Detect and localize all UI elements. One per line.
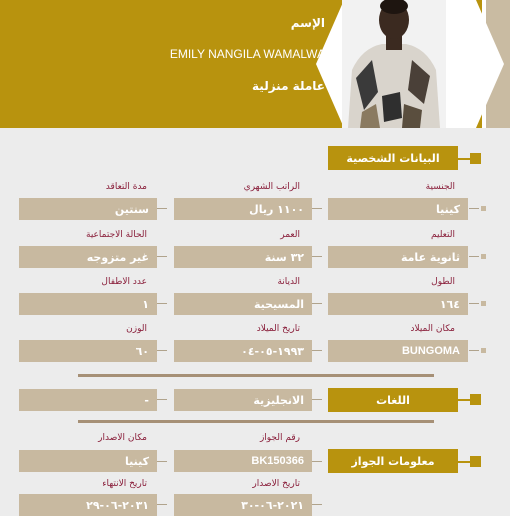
section-languages: اللغات bbox=[328, 388, 458, 412]
marital-field: غير متزوجه bbox=[19, 246, 157, 268]
section-connector bbox=[458, 461, 472, 463]
nationality-label: الجنسية bbox=[425, 182, 455, 192]
weight-label: الوزن bbox=[126, 324, 147, 334]
section-divider bbox=[78, 374, 434, 377]
field-tick bbox=[312, 461, 322, 462]
dob-field: ١٩٩٣-٠٥-٠٤ bbox=[174, 340, 312, 362]
nationality-field: كينيا bbox=[328, 198, 468, 220]
age-label: العمر bbox=[280, 230, 300, 240]
education-field: ثانوية عامة bbox=[328, 246, 468, 268]
language-other-field: - bbox=[19, 389, 157, 411]
field-tick bbox=[312, 350, 322, 351]
field-tick bbox=[312, 208, 322, 209]
contract-field: سنتين bbox=[19, 198, 157, 220]
salary-field: ١١٠٠ ريال bbox=[174, 198, 312, 220]
children-label: عدد الاطفال bbox=[101, 277, 147, 287]
birthplace-label: مكان الميلاد bbox=[410, 324, 455, 334]
field-tick bbox=[469, 350, 479, 351]
field-tick bbox=[312, 504, 322, 505]
field-tick bbox=[469, 303, 479, 304]
field-dot bbox=[481, 206, 486, 211]
section-divider bbox=[78, 420, 434, 423]
expiry-label: تاريخ الانتهاء bbox=[102, 479, 147, 489]
education-label: التعليم bbox=[431, 230, 455, 240]
field-tick bbox=[157, 399, 167, 400]
marital-label: الحالة الاجتماعية bbox=[86, 230, 147, 240]
dob-label: تاريخ الميلاد bbox=[256, 324, 300, 334]
issue-place-label: مكان الاصدار bbox=[98, 433, 147, 443]
religion-label: الديانة bbox=[277, 277, 300, 287]
name-label: الإسم bbox=[290, 16, 325, 30]
height-field: ١٦٤ bbox=[328, 293, 468, 315]
age-field: ٣٢ سنة bbox=[174, 246, 312, 268]
religion-field: المسيحية bbox=[174, 293, 312, 315]
field-tick bbox=[312, 256, 322, 257]
field-tick bbox=[469, 256, 479, 257]
issue-date-field: ٢٠٢١-٠٦-٣٠ bbox=[174, 494, 312, 516]
section-connector bbox=[458, 399, 472, 401]
language-english-field: الانجليزية bbox=[174, 389, 312, 411]
height-label: الطول bbox=[431, 277, 455, 287]
section-personal-data: البيانات الشخصية bbox=[328, 146, 458, 170]
salary-label: الراتب الشهري bbox=[243, 182, 300, 192]
issue-date-label: تاريخ الاصدار bbox=[252, 479, 300, 489]
field-tick bbox=[157, 256, 167, 257]
field-tick bbox=[469, 208, 479, 209]
field-dot bbox=[481, 348, 486, 353]
expiry-field: ٢٠٣١-٠٦-٢٩ bbox=[19, 494, 157, 516]
weight-field: ٦٠ bbox=[19, 340, 157, 362]
passport-number-label: رقم الجواز bbox=[259, 433, 300, 443]
field-tick bbox=[157, 208, 167, 209]
section-passport: معلومات الجواز bbox=[328, 449, 458, 473]
field-dot bbox=[481, 254, 486, 259]
children-field: ١ bbox=[19, 293, 157, 315]
section-connector bbox=[458, 158, 472, 160]
worker-name: EMILY NANGILA WAMALWA bbox=[169, 47, 325, 61]
birthplace-field: BUNGOMA bbox=[328, 340, 468, 362]
field-tick bbox=[157, 461, 167, 462]
field-tick bbox=[157, 504, 167, 505]
field-tick bbox=[157, 350, 167, 351]
issue-place-field: كينيا bbox=[19, 450, 157, 472]
field-dot bbox=[481, 301, 486, 306]
profile-photo bbox=[342, 0, 446, 128]
contract-label: مدة التعاقد bbox=[105, 182, 147, 192]
passport-number-field: BK150366 bbox=[174, 450, 312, 472]
occupation: عاملة منزلية bbox=[252, 79, 325, 93]
field-tick bbox=[312, 399, 322, 400]
field-tick bbox=[312, 303, 322, 304]
field-tick bbox=[157, 303, 167, 304]
